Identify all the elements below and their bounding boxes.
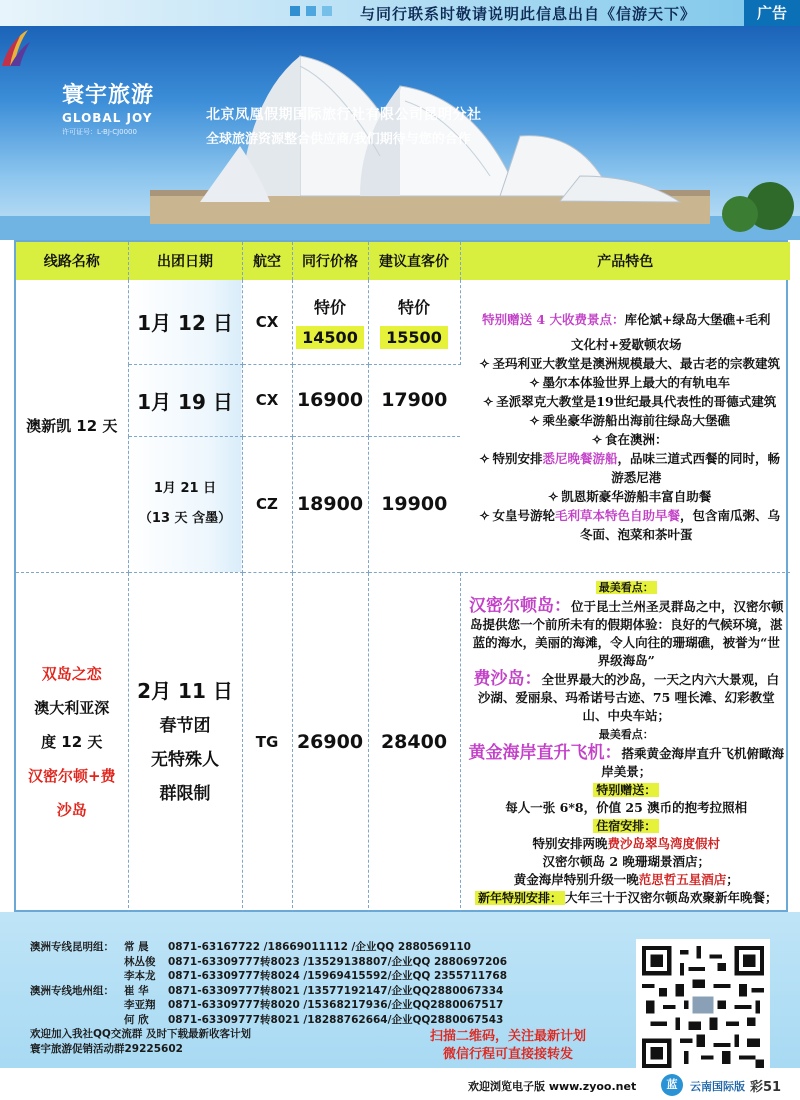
diamond-bullet-icon: ✧ (529, 374, 540, 390)
date-text: 1月 12 日 (137, 311, 233, 336)
airline-code: TG (242, 572, 292, 912)
route-name (16, 572, 128, 912)
departure-date (128, 436, 242, 572)
qr-code[interactable] (636, 939, 770, 1075)
contact-name: 林丛俊 (124, 955, 156, 968)
hotel-text: ； (697, 853, 710, 869)
diamond-bullet-icon: ✧ (479, 355, 490, 371)
col-header-airline: 航空 (242, 242, 292, 280)
feature-text: 女皇号游轮 (492, 507, 555, 523)
top-banner (0, 0, 800, 26)
departure-date (128, 280, 242, 364)
peer-price: 16900 (292, 364, 368, 436)
edition-badge-icon: 蓝 (661, 1074, 683, 1096)
date-note: 无特殊人 (151, 750, 219, 770)
hotel-text: ； (726, 871, 739, 887)
company-info (206, 104, 482, 147)
feature-text: 大堡礁 (692, 412, 731, 428)
decor-square (290, 6, 300, 16)
logo (62, 78, 212, 148)
gold-coast-title: 黄金海岸直升飞机： (468, 742, 622, 763)
airline-code: CX (242, 280, 292, 364)
decor-square (306, 6, 316, 16)
contact-row (30, 984, 507, 999)
hotel-highlight: 范思哲五星酒店 (638, 871, 727, 887)
contact-name: 何 欣 (124, 1013, 149, 1026)
source-notice: 与同行联系时敬请说明此信息出自《信游天下》 (360, 5, 697, 23)
feature-text: ，品味三道式西餐的同时，畅游悉尼港 (611, 450, 781, 485)
retail-price: 19900 (368, 436, 460, 572)
route-name-text: 澳新凯 12 天 (26, 417, 118, 436)
hotel-highlight: 珊瑚景酒店 (634, 853, 698, 869)
license-number: 许可证号：L-BJ-CJ0000 (62, 128, 137, 136)
feature-bold: 食在澳洲： (604, 431, 668, 447)
date-text: 1月 21 日 (153, 481, 217, 496)
feature-item (469, 430, 785, 449)
route-name-line: 双岛之恋 (41, 665, 102, 683)
contact-name: 李本龙 (124, 970, 156, 982)
departure-date (128, 572, 242, 912)
fraser-text: 全世界最大的沙岛，一天之内六大景观，白沙湖、爱丽泉、玛希诺号古迹、75 哩长滩、幻彩教堂山、中央车站； (477, 671, 779, 723)
col-header-route: 线路名称 (16, 242, 128, 280)
hero-banner (0, 26, 800, 240)
hamilton-text: 位于昆士兰州圣灵群岛之中，汉密尔顿岛提供您一个前所未有的假期体验：良好的气候环境，湛蓝的海水，美丽的海滩，令人向往的珊瑚礁，被誉为“世界级海岛” (469, 598, 784, 668)
qr-code-icon (642, 945, 764, 1069)
ebook-link[interactable]: 欢迎浏览电子版 www.zyoo.net (468, 1080, 637, 1093)
gift-intro-label: 特别赠送 4 大收费景点： (482, 311, 625, 327)
contact-row (30, 1013, 507, 1028)
diamond-bullet-icon: ✧ (591, 431, 603, 447)
special-price-label: 特价 (313, 297, 346, 317)
gift-intro-cont: 文化村+爱歇顿农场 (571, 336, 682, 352)
company-slogan: 全球旅游资源整合供应商/我们期待与您的合作 (206, 132, 471, 147)
fraser-title: 费沙岛： (473, 668, 542, 689)
date-note: 群限制 (159, 784, 211, 804)
contact-group (30, 1013, 124, 1028)
feature-text: 乘坐豪华游船出海前往 (542, 412, 668, 428)
date-text: 1月 19 日 (137, 389, 233, 414)
route2-features (460, 572, 790, 912)
gift-text: 每人一张 6*8，价值 25 澳币的抱考拉照相 (505, 799, 748, 815)
feature-bold: 圣玛利亚大教堂 (492, 355, 580, 371)
hotel-highlight: 费沙岛翠鸟湾度假村 (607, 835, 721, 851)
newyear-label: 新年特别安排： (475, 891, 565, 905)
special-price-label: 特价 (397, 297, 430, 317)
logo-en: GLOBAL JOY (62, 111, 153, 125)
hotel-text: 黄金海岸特别升级一晚 (513, 871, 639, 887)
gift-label: 特别赠送： (593, 783, 659, 797)
feature-text: 特别安排 (492, 450, 543, 466)
contact-info: 0871-63167722 /18669011112 /企业QQ 2880569110 (168, 941, 471, 953)
route-name-line: 汉密尔顿+费 (27, 767, 116, 785)
contact-info: 0871-63309777转8021 /18288762664/企业QQ2880067543 (168, 1013, 504, 1026)
contact-row (30, 969, 507, 984)
qr-cta-line: 扫描二维码，关注最新计划 (430, 1029, 587, 1044)
highlights-label: 最美看点： (596, 581, 657, 594)
contact-group: 澳洲专线地州组： (30, 984, 114, 997)
retail-price: 17900 (368, 364, 460, 436)
hotel-text: 汉密尔顿岛 2 晚 (542, 853, 635, 869)
diamond-bullet-icon: ✧ (479, 507, 490, 523)
logo-cn: 寰宇旅游 (62, 82, 155, 108)
promo-group-text: 寰宇旅游促销活动群29225602 (30, 1042, 183, 1055)
contact-group: 澳洲专线昆明组： (30, 941, 114, 953)
table-header-row (16, 242, 790, 280)
diamond-bullet-icon: ✧ (547, 488, 559, 504)
feature-text: 墨尔本体验世界上最大的 (542, 374, 680, 390)
contact-group (30, 969, 124, 984)
col-header-date: 出团日期 (128, 242, 242, 280)
feature-item (469, 449, 785, 487)
contact-section (0, 912, 800, 1068)
gold-coast-text: 搭乘黄金海岸直升飞机俯瞰海岸美景； (601, 745, 785, 779)
contact-info: 0871-63309777转8023 /13529138807/企业QQ 2880697206 (168, 955, 508, 968)
qq-group-text: 欢迎加入我社QQ交流群 及时下载最新收客计划 (30, 1028, 252, 1040)
col-header-peer-price: 同行价格 (292, 242, 368, 280)
edition-name: 云南国际版 (690, 1080, 745, 1093)
feature-text: 是19世纪最具代表性的哥德式建筑 (583, 393, 777, 409)
feature-item (469, 487, 785, 506)
feature-item (469, 354, 785, 373)
company-name: 北京凤凰假期国际旅行社有限公司昆明分社 (206, 107, 482, 123)
footer (0, 1068, 800, 1100)
contact-group (30, 998, 124, 1013)
contact-row (30, 940, 507, 955)
hamilton-title: 汉密尔顿岛： (468, 595, 571, 616)
table-row (16, 280, 790, 364)
logo-swoosh-icon (0, 26, 30, 70)
feature-item (469, 373, 785, 392)
feature-bold: 圣派翠克大教堂 (496, 393, 584, 409)
departure-date (128, 364, 242, 436)
contact-info: 0871-63309777转8024 /15969415592/企业QQ 2355711768 (168, 970, 508, 982)
airline-code: CX (242, 364, 292, 436)
date-text: 2月 11 日 (137, 679, 233, 703)
col-header-retail-price: 建议直客价 (368, 242, 460, 280)
contact-name: 崔 华 (124, 984, 149, 997)
retail-price-cell (368, 280, 460, 364)
qr-cta-line: 微信行程可直接接转发 (443, 1047, 574, 1062)
contact-row (30, 998, 507, 1013)
contact-row (30, 955, 507, 970)
feature-item (469, 411, 785, 430)
routes-table (14, 240, 788, 912)
qr-cta (430, 1028, 586, 1064)
peer-price-cell (292, 280, 368, 364)
retail-price: 28400 (368, 572, 460, 912)
feature-highlight: 毛利草本特色自助早餐 (554, 507, 680, 523)
retail-price: 15500 (380, 326, 448, 349)
contact-name: 常 晨 (124, 941, 149, 953)
decor-square (322, 6, 332, 16)
col-header-features: 产品特色 (460, 242, 790, 280)
feature-highlight: 悉尼晚餐游船 (542, 450, 618, 466)
ad-tag: 广告 (744, 0, 800, 26)
diamond-bullet-icon: ✧ (479, 450, 490, 466)
route-name-line: 沙岛 (56, 801, 87, 819)
feature-item (469, 506, 785, 544)
date-note: 春节团 (159, 716, 211, 736)
peer-price: 18900 (292, 436, 368, 572)
gift-intro-text: 库伦斌+绿岛大堡礁+毛利 (624, 311, 771, 327)
route-name-line: 澳大利亚深 (34, 699, 110, 717)
date-note: （13 天 含墨） (138, 511, 232, 526)
peer-price: 26900 (292, 572, 368, 912)
feature-text: ，包含南瓜粥、乌冬面、泡菜和茶叶蛋 (579, 507, 781, 542)
diamond-bullet-icon: ✧ (483, 393, 494, 409)
table-row (16, 572, 790, 912)
feature-bold: 绿岛 (667, 412, 693, 428)
route-name-line: 度 12 天 (41, 733, 103, 751)
hotel-text: 特别安排两晚 (532, 835, 608, 851)
highlights-label: 最美看点： (598, 727, 654, 741)
hotel-label: 住宿安排： (593, 819, 659, 833)
diamond-bullet-icon: ✧ (529, 412, 540, 428)
contact-group (30, 955, 124, 970)
route1-features (460, 280, 790, 572)
page-number: 彩51 (750, 1080, 782, 1095)
contact-info: 0871-63309777转8020 /15368217936/企业QQ2880067517 (168, 999, 504, 1011)
route-name (16, 280, 128, 572)
newyear-text: 大年三十于汉密尔顿岛欢聚新年晚餐； (565, 889, 778, 905)
feature-bold: 凯恩斯豪华游船丰富自助餐 (561, 488, 712, 504)
peer-price: 14500 (296, 326, 364, 349)
contact-name: 李亚翔 (124, 999, 156, 1011)
feature-text: 是澳洲规模最大、最古老的宗教建筑 (580, 355, 781, 371)
contact-info: 0871-63309777转8021 /13577192147/企业QQ2880067334 (168, 984, 504, 997)
airline-code: CZ (242, 436, 292, 572)
feature-item (469, 392, 785, 411)
feature-bold: 有轨电车 (680, 374, 731, 390)
